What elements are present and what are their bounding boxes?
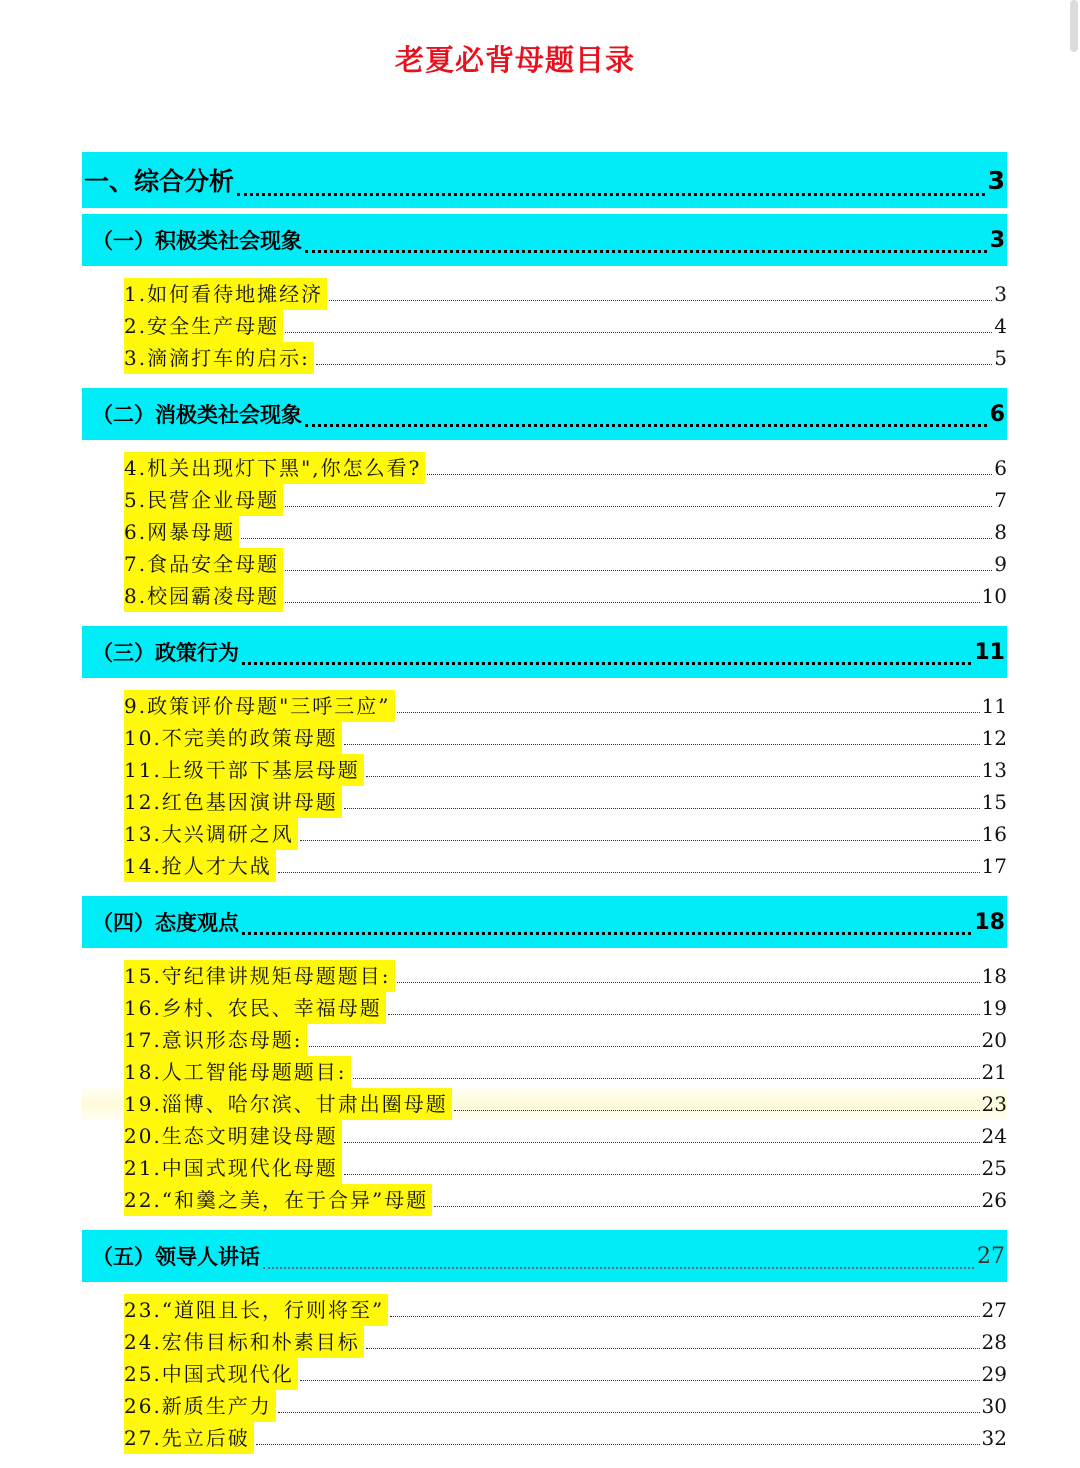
- toc-page-number: 29: [981, 1362, 1007, 1386]
- toc-item[interactable]: [82, 452, 1007, 484]
- dot-leader: [278, 1412, 980, 1413]
- toc-section-heading[interactable]: [82, 626, 1007, 678]
- toc-item-label: 18.人工智能母题题目:: [124, 1056, 351, 1088]
- toc-item-label: 11.上级干部下基层母题: [124, 754, 364, 786]
- dot-leader: [316, 364, 992, 365]
- dot-leader: [397, 712, 980, 713]
- toc-page-number: 20: [981, 1028, 1007, 1052]
- toc-page-number: 21: [981, 1060, 1007, 1084]
- dot-leader: [366, 776, 980, 777]
- toc-item[interactable]: [82, 516, 1007, 548]
- dot-leader: [397, 982, 980, 983]
- toc-item-label: 21.中国式现代化母题: [124, 1152, 342, 1184]
- toc-item[interactable]: [82, 1422, 1007, 1454]
- toc-page-number: 9: [994, 552, 1007, 576]
- toc-item-group: [82, 1294, 1007, 1454]
- toc-section-label: （五）领导人讲话: [92, 1245, 260, 1269]
- toc-item-group: [82, 960, 1007, 1216]
- toc-page-number: 3: [987, 165, 1005, 195]
- toc-item-label: 20.生态文明建设母题: [124, 1120, 342, 1152]
- toc-item[interactable]: [82, 1024, 1007, 1056]
- toc-item-label: 9.政策评价母题"三呼三应”: [124, 690, 395, 722]
- toc-item[interactable]: [82, 1294, 1007, 1326]
- toc-item-label: 22.“和羹之美，在于合异”母题: [124, 1184, 432, 1216]
- toc-section-heading[interactable]: [82, 388, 1007, 440]
- toc-item[interactable]: [82, 722, 1007, 754]
- toc-page-number: 6: [989, 401, 1005, 427]
- toc-item-label: 19.淄博、哈尔滨、甘肃出圈母题: [124, 1088, 452, 1120]
- toc-page-number: 25: [981, 1156, 1007, 1180]
- toc-item[interactable]: [82, 1358, 1007, 1390]
- toc-item[interactable]: [82, 484, 1007, 516]
- toc-item[interactable]: [82, 690, 1007, 722]
- toc-page-number: 7: [994, 488, 1007, 512]
- toc-page-number: 10: [981, 584, 1007, 608]
- dot-leader: [344, 1142, 980, 1143]
- dot-leader: [242, 932, 971, 935]
- toc-item[interactable]: [82, 1056, 1007, 1088]
- toc-page-number: 5: [994, 346, 1007, 370]
- toc-page-number: 28: [981, 1330, 1007, 1354]
- toc-item-label: 10.不完美的政策母题: [124, 722, 342, 754]
- toc-item[interactable]: [82, 754, 1007, 786]
- toc-item-label: 17.意识形态母题:: [124, 1024, 307, 1056]
- toc-item[interactable]: [82, 310, 1007, 342]
- dot-leader: [285, 332, 992, 333]
- toc-section-heading[interactable]: [82, 214, 1007, 266]
- toc-page-number: 11: [974, 639, 1005, 665]
- toc-page-number: 4: [994, 314, 1007, 338]
- dot-leader: [305, 424, 987, 427]
- toc-item-label: 24.宏伟目标和朴素目标: [124, 1326, 364, 1358]
- toc-item[interactable]: [82, 1088, 1007, 1120]
- toc-page-number: 6: [994, 456, 1007, 480]
- toc-section-label: （三）政策行为: [92, 641, 239, 665]
- dot-leader: [344, 1174, 980, 1175]
- toc-page-number: 24: [981, 1124, 1007, 1148]
- toc-page-number: 18: [974, 909, 1005, 935]
- toc-item[interactable]: [82, 992, 1007, 1024]
- dot-leader: [353, 1078, 980, 1079]
- toc-item[interactable]: [82, 342, 1007, 374]
- toc-item-label: 13.大兴调研之风: [124, 818, 298, 850]
- toc-item-label: 1.如何看待地摊经济: [124, 278, 327, 310]
- toc-item[interactable]: [82, 960, 1007, 992]
- toc-item-label: 25.中国式现代化: [124, 1358, 298, 1390]
- toc-page-number: 19: [981, 996, 1007, 1020]
- toc-item-label: 7.食品安全母题: [124, 548, 283, 580]
- table-of-contents: [82, 152, 1007, 1468]
- dot-leader: [454, 1110, 980, 1111]
- toc-item[interactable]: [82, 850, 1007, 882]
- toc-page-number: 12: [981, 726, 1007, 750]
- toc-item-label: 27.先立后破: [124, 1422, 254, 1454]
- dot-leader: [388, 1014, 980, 1015]
- dot-leader: [329, 300, 992, 301]
- toc-page-number: 3: [994, 282, 1007, 306]
- dot-leader: [344, 744, 980, 745]
- toc-item[interactable]: [82, 1152, 1007, 1184]
- dot-leader: [241, 538, 992, 539]
- toc-item-label: 5.民营企业母题: [124, 484, 283, 516]
- toc-item[interactable]: [82, 1326, 1007, 1358]
- dot-leader: [300, 1380, 980, 1381]
- toc-section-heading[interactable]: [82, 896, 1007, 948]
- dot-leader: [256, 1444, 980, 1445]
- page-title: 老夏必背母题目录: [394, 43, 635, 77]
- toc-item-label: 26.新质生产力: [124, 1390, 276, 1422]
- toc-page-number: 17: [981, 854, 1007, 878]
- toc-page-number: 26: [981, 1188, 1007, 1212]
- dot-leader: [390, 1316, 979, 1317]
- toc-page-number: 30: [981, 1394, 1007, 1418]
- toc-page-number: 13: [981, 758, 1007, 782]
- toc-section-heading[interactable]: [82, 1230, 1007, 1282]
- toc-item-group: [82, 452, 1007, 612]
- toc-item[interactable]: [82, 278, 1007, 310]
- toc-item[interactable]: [82, 548, 1007, 580]
- toc-item-label: 23.“道阻且长，行则将至”: [124, 1294, 388, 1326]
- toc-item-label: 4.机关出现灯下黑",你怎么看?: [124, 452, 425, 484]
- dot-leader: [309, 1046, 980, 1047]
- toc-page-number: 32: [981, 1426, 1007, 1450]
- dot-leader: [434, 1206, 979, 1207]
- dot-leader: [344, 808, 980, 809]
- toc-page-number: 16: [981, 822, 1007, 846]
- toc-item[interactable]: [82, 786, 1007, 818]
- toc-page-number: 3: [989, 227, 1005, 253]
- dot-leader: [285, 602, 979, 603]
- toc-page-number: 18: [981, 964, 1007, 988]
- toc-item-label: 15.守纪律讲规矩母题题目:: [124, 960, 395, 992]
- toc-item[interactable]: [82, 818, 1007, 850]
- toc-item[interactable]: [82, 1390, 1007, 1422]
- dot-leader: [237, 193, 985, 196]
- dot-leader: [278, 872, 980, 873]
- toc-page-number: 27: [977, 1243, 1005, 1269]
- toc-page-number: 11: [981, 694, 1007, 718]
- dot-leader: [285, 570, 992, 571]
- toc-item-label: 2.安全生产母题: [124, 310, 283, 342]
- dot-leader: [285, 506, 992, 507]
- toc-heading-label: 一、综合分析: [84, 167, 235, 196]
- dot-leader: [242, 662, 971, 665]
- toc-item[interactable]: [82, 580, 1007, 612]
- toc-page-number: 8: [994, 520, 1007, 544]
- dot-leader: [366, 1348, 980, 1349]
- toc-item-label: 8.校园霸凌母题: [124, 580, 283, 612]
- dot-leader: [300, 840, 980, 841]
- dot-leader: [305, 250, 987, 253]
- toc-item[interactable]: [82, 1184, 1007, 1216]
- toc-item-label: 6.网暴母题: [124, 516, 239, 548]
- toc-item-group: [82, 278, 1007, 374]
- toc-page-number: 27: [981, 1298, 1007, 1322]
- dot-leader: [263, 1267, 974, 1269]
- toc-item-label: 14.抢人才大战: [124, 850, 276, 882]
- toc-section-label: （四）态度观点: [92, 911, 239, 935]
- toc-item-label: 3.滴滴打车的启示:: [124, 342, 314, 374]
- dot-leader: [427, 474, 992, 475]
- toc-item-label: 16.乡村、农民、幸福母题: [124, 992, 386, 1024]
- toc-page-number: 15: [981, 790, 1007, 814]
- scrollbar-thumb[interactable]: [1070, 0, 1078, 52]
- toc-heading-main[interactable]: [82, 152, 1007, 208]
- toc-item-label: 12.红色基因演讲母题: [124, 786, 342, 818]
- toc-item[interactable]: [82, 1120, 1007, 1152]
- toc-section-label: （二）消极类社会现象: [92, 403, 302, 427]
- toc-section-label: （一）积极类社会现象: [92, 229, 302, 253]
- toc-item-group: [82, 690, 1007, 882]
- toc-page-number: 23: [981, 1092, 1007, 1116]
